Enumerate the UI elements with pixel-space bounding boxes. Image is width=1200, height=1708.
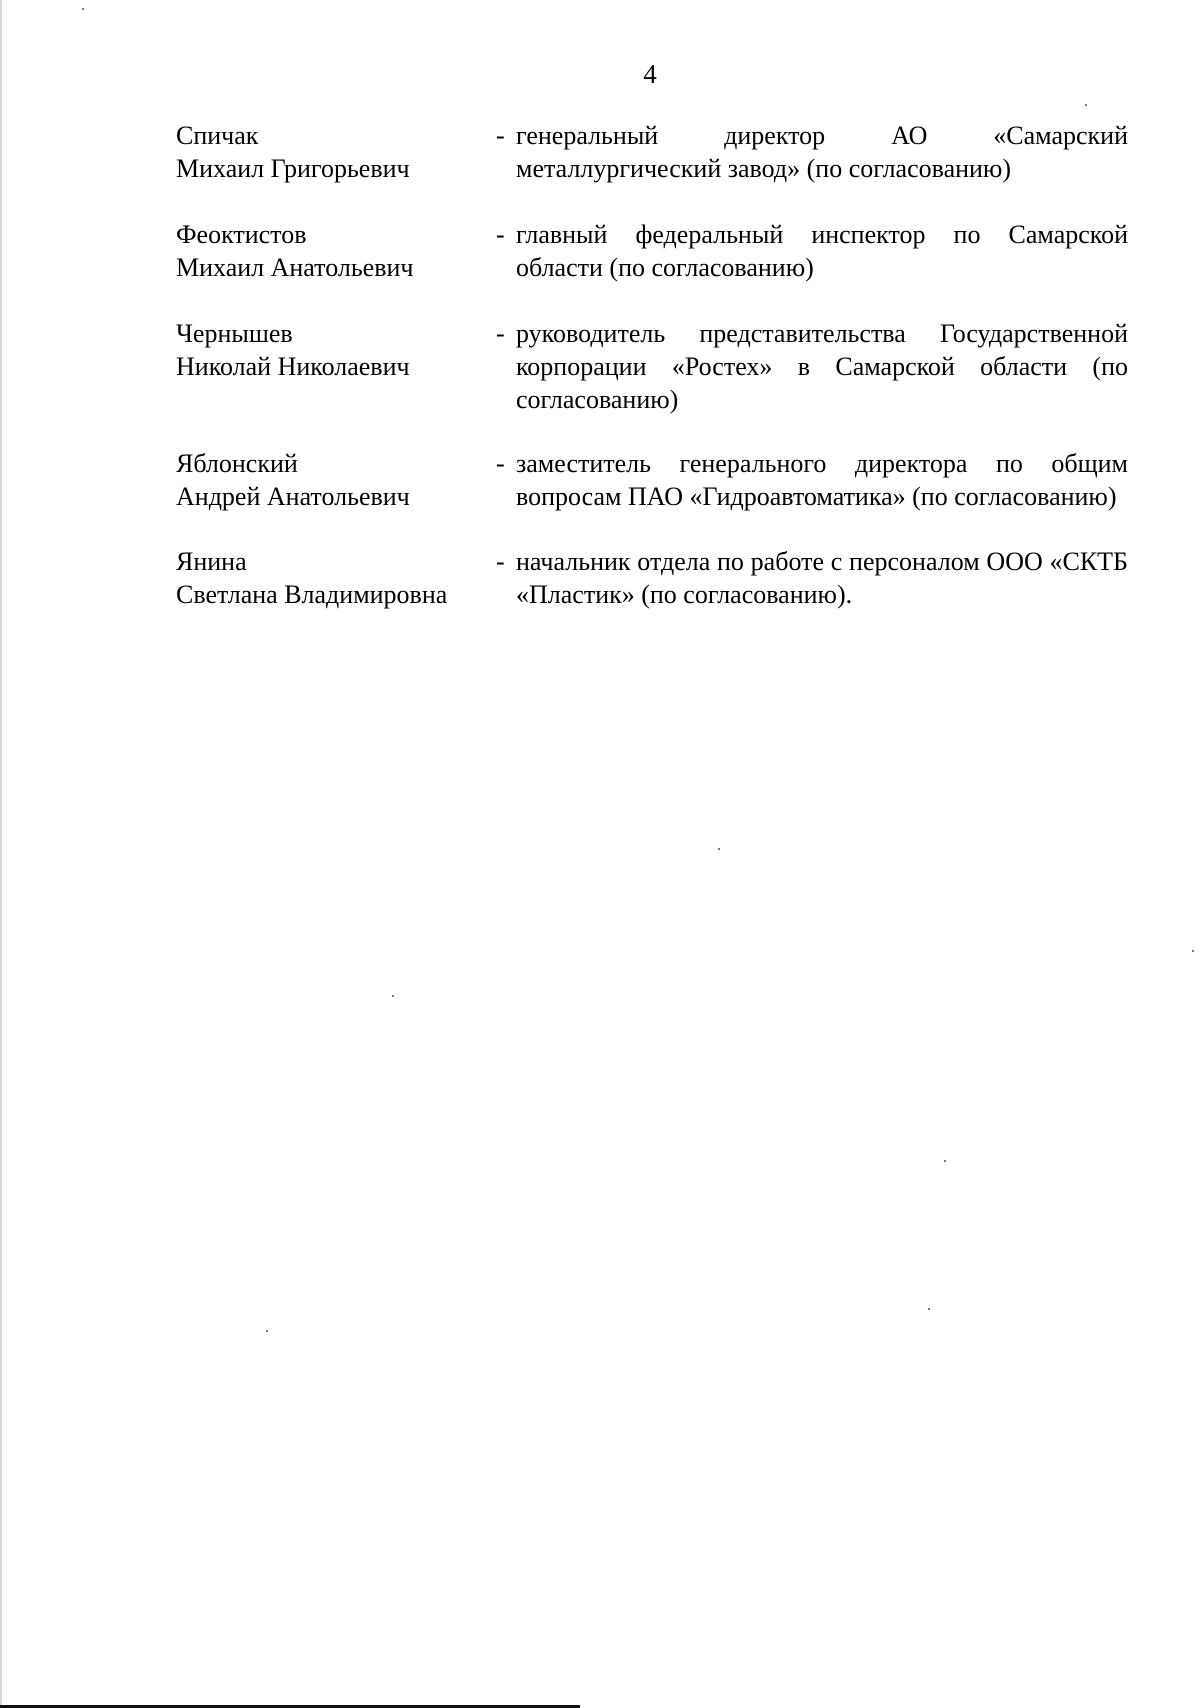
- member-given-names: Андрей Анатольевич: [176, 482, 410, 511]
- member-surname: Спичак: [176, 121, 259, 150]
- member-given-names: Михаил Григорьевич: [176, 154, 410, 183]
- scan-speck: [718, 848, 720, 850]
- scan-speck: [928, 1308, 930, 1310]
- scan-speck: [392, 995, 394, 997]
- member-surname: Чернышев: [176, 319, 293, 348]
- member-entry: [176, 545, 1128, 611]
- member-role: руководитель представительства Государственной корпорации «Ростех» в Самарской области (по согласованию): [516, 319, 1128, 414]
- members-list: [176, 119, 1128, 644]
- scan-speck: [1192, 950, 1194, 952]
- entry-dash: -: [496, 547, 505, 576]
- member-surname: Яблонский: [176, 449, 298, 478]
- scan-speck: [82, 8, 84, 10]
- member-entry: [176, 119, 1128, 185]
- entry-dash: -: [496, 449, 505, 478]
- member-surname: Феоктистов: [176, 220, 307, 249]
- member-given-names: Светлана Владимировна: [176, 580, 448, 609]
- entry-dash: -: [496, 121, 505, 150]
- member-surname: Янина: [176, 547, 247, 576]
- member-role: генеральный директор АО «Самарский металлургический завод» (по согласованию): [516, 121, 1128, 183]
- member-entry: [176, 218, 1128, 284]
- member-role: начальник отдела по работе с персоналом ООО «СКТБ «Пластик» (по согласованию).: [516, 547, 1128, 609]
- member-name: [176, 545, 496, 611]
- member-name: [176, 119, 496, 185]
- scan-left-edge: [0, 0, 2, 1708]
- member-name: [176, 317, 496, 416]
- entry-dash: -: [496, 220, 505, 249]
- entry-dash: -: [496, 319, 505, 348]
- scan-speck: [266, 1330, 268, 1332]
- member-name: [176, 447, 496, 513]
- scan-speck: [944, 1160, 946, 1162]
- member-name: [176, 218, 496, 284]
- page-number: 4: [643, 59, 657, 89]
- member-role: заместитель генерального директора по общим вопросам ПАО «Гидроавтоматика» (по согласованию): [516, 449, 1128, 511]
- member-role: главный федеральный инспектор по Самарской области (по согласованию): [516, 220, 1128, 282]
- scan-speck: [1085, 104, 1087, 106]
- member-entry: [176, 447, 1128, 513]
- member-given-names: Николай Николаевич: [176, 352, 410, 381]
- member-given-names: Михаил Анатольевич: [176, 253, 414, 282]
- member-entry: [176, 317, 1128, 416]
